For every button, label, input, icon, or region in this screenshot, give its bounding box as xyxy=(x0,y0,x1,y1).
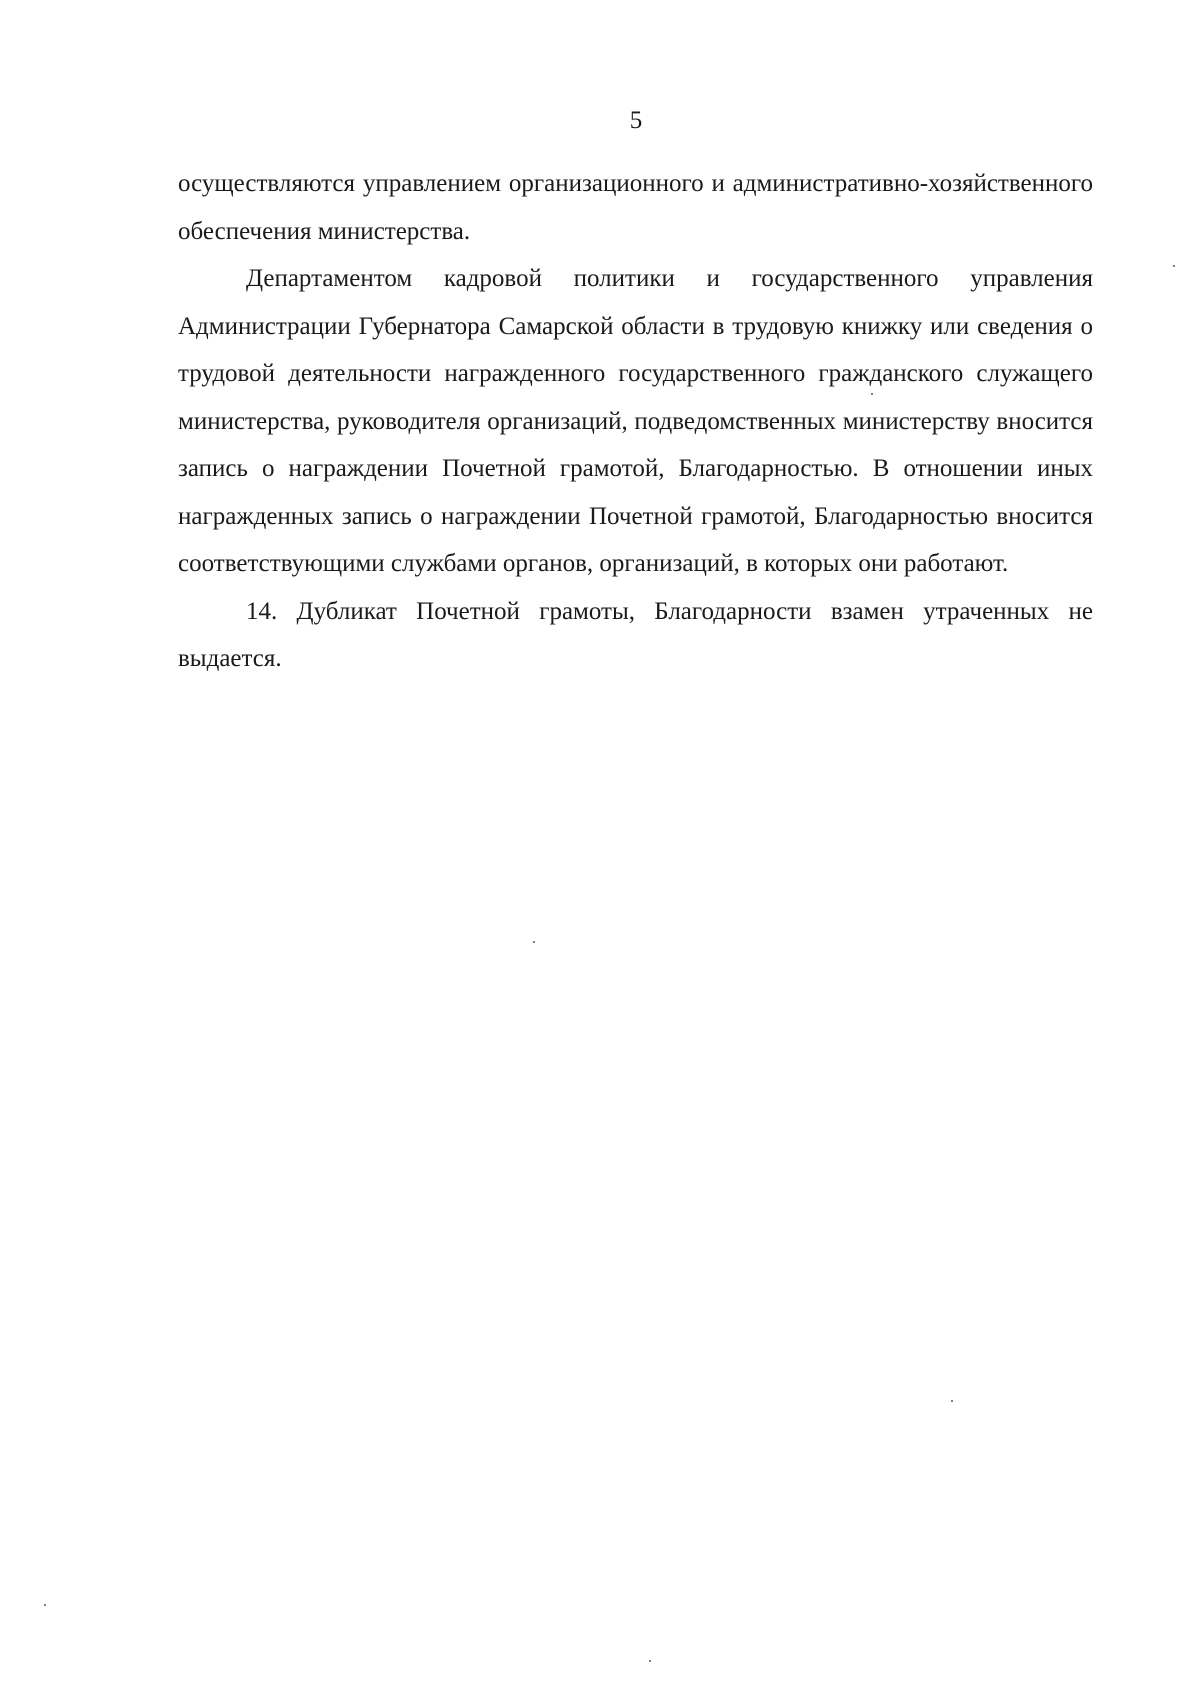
scan-speck xyxy=(649,1660,651,1662)
scan-speck xyxy=(533,941,535,943)
scan-speck xyxy=(951,1400,953,1402)
paragraph-duplicate-clause: 14. Дубликат Почетной грамоты, Благодарности взамен утраченных не выдается. xyxy=(178,597,1093,672)
scan-speck xyxy=(44,1604,46,1606)
scan-speck xyxy=(871,393,873,395)
paragraph-continuation: осуществляются управлением организационного и административно-хозяйственного обеспечения министерства. xyxy=(178,170,1093,245)
scan-speck xyxy=(1173,265,1175,267)
page-number: 5 xyxy=(629,107,643,134)
body-text xyxy=(178,160,1093,683)
paragraph-work-record: Департаментом кадровой политики и государственного управления Администрации Губернатора Самарской области в трудовую книжку или сведения о трудовой деятельности награжденного государственного гражданского служащего министерства, руководителя организаций, подведомственных министерству вносится запись о награждении Почетной грамотой, Благодарностью. В отношении иных награжденных запись о награждении Почетной грамотой, Благодарностью вносится соответствующими службами органов, организаций, в которых они работают. xyxy=(178,265,1093,577)
